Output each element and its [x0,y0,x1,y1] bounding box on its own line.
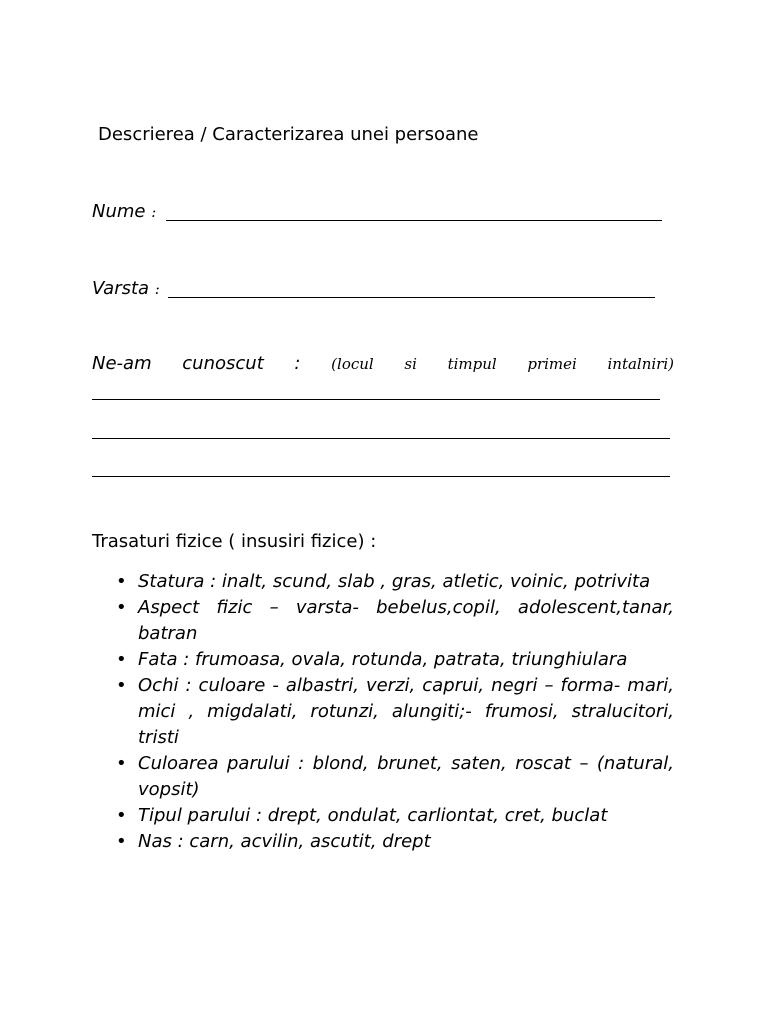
meeting-word: Ne-am [92,353,152,374]
list-item-text: Tipul parului : drept, ondulat, carliontat, cret, buclat [138,805,608,826]
name-answer-line [166,220,662,221]
list-item [116,829,674,855]
name-label-colon: : [151,203,157,221]
name-field-label [92,201,156,223]
document-title: Descrierea / Caracterizarea unei persoane [98,124,479,145]
list-item [116,751,674,803]
list-item-text: Fata : frumoasa, ovala, rotunda, patrata, triunghiulara [138,649,628,670]
list-item-text: Ochi : culoare - albastri, verzi, caprui, negri – forma- mari, mici , migdalati, rotunzi, alungiti;- frumosi, stralucitori, tristi [138,675,674,748]
bullet-icon: • [116,805,127,826]
list-item [116,569,674,595]
name-label-text: Nume [92,201,146,222]
bullet-icon: • [116,831,127,852]
meeting-word: : [294,353,301,374]
meeting-word: (locul [331,355,374,373]
meeting-answer-line [92,476,670,477]
bullet-icon: • [116,597,127,618]
meeting-word: cunoscut [182,353,264,374]
age-label-text: Varsta [92,278,150,299]
list-item-text: Statura : inalt, scund, slab , gras, atletic, voinic, potrivita [138,571,651,592]
bullet-icon: • [116,649,127,670]
meeting-answer-line [92,399,660,400]
meeting-word: timpul [447,355,497,373]
physical-traits-list [116,569,674,855]
meeting-word: si [404,355,417,373]
meeting-prompt [92,353,674,375]
list-item [116,673,674,751]
meeting-answer-line [92,438,670,439]
age-label-colon: : [154,280,160,298]
list-item-text: Nas : carn, acvilin, ascutit, drept [138,831,431,852]
list-item [116,595,674,647]
age-field-label [92,278,160,300]
bullet-icon: • [116,753,127,774]
meeting-word: intalniri) [607,355,674,373]
list-item-text: Culoarea parului : blond, brunet, saten, roscat – (natural, vopsit) [138,753,674,800]
bullet-icon: • [116,675,127,696]
meeting-word: primei [527,355,577,373]
list-item-text: Aspect fizic – varsta- bebelus,copil, adolescent,tanar, batran [138,597,674,644]
physical-traits-heading: Trasaturi fizice ( insusiri fizice) : [92,531,377,552]
list-item [116,803,674,829]
bullet-icon: • [116,571,127,592]
list-item [116,647,674,673]
age-answer-line [168,297,655,298]
